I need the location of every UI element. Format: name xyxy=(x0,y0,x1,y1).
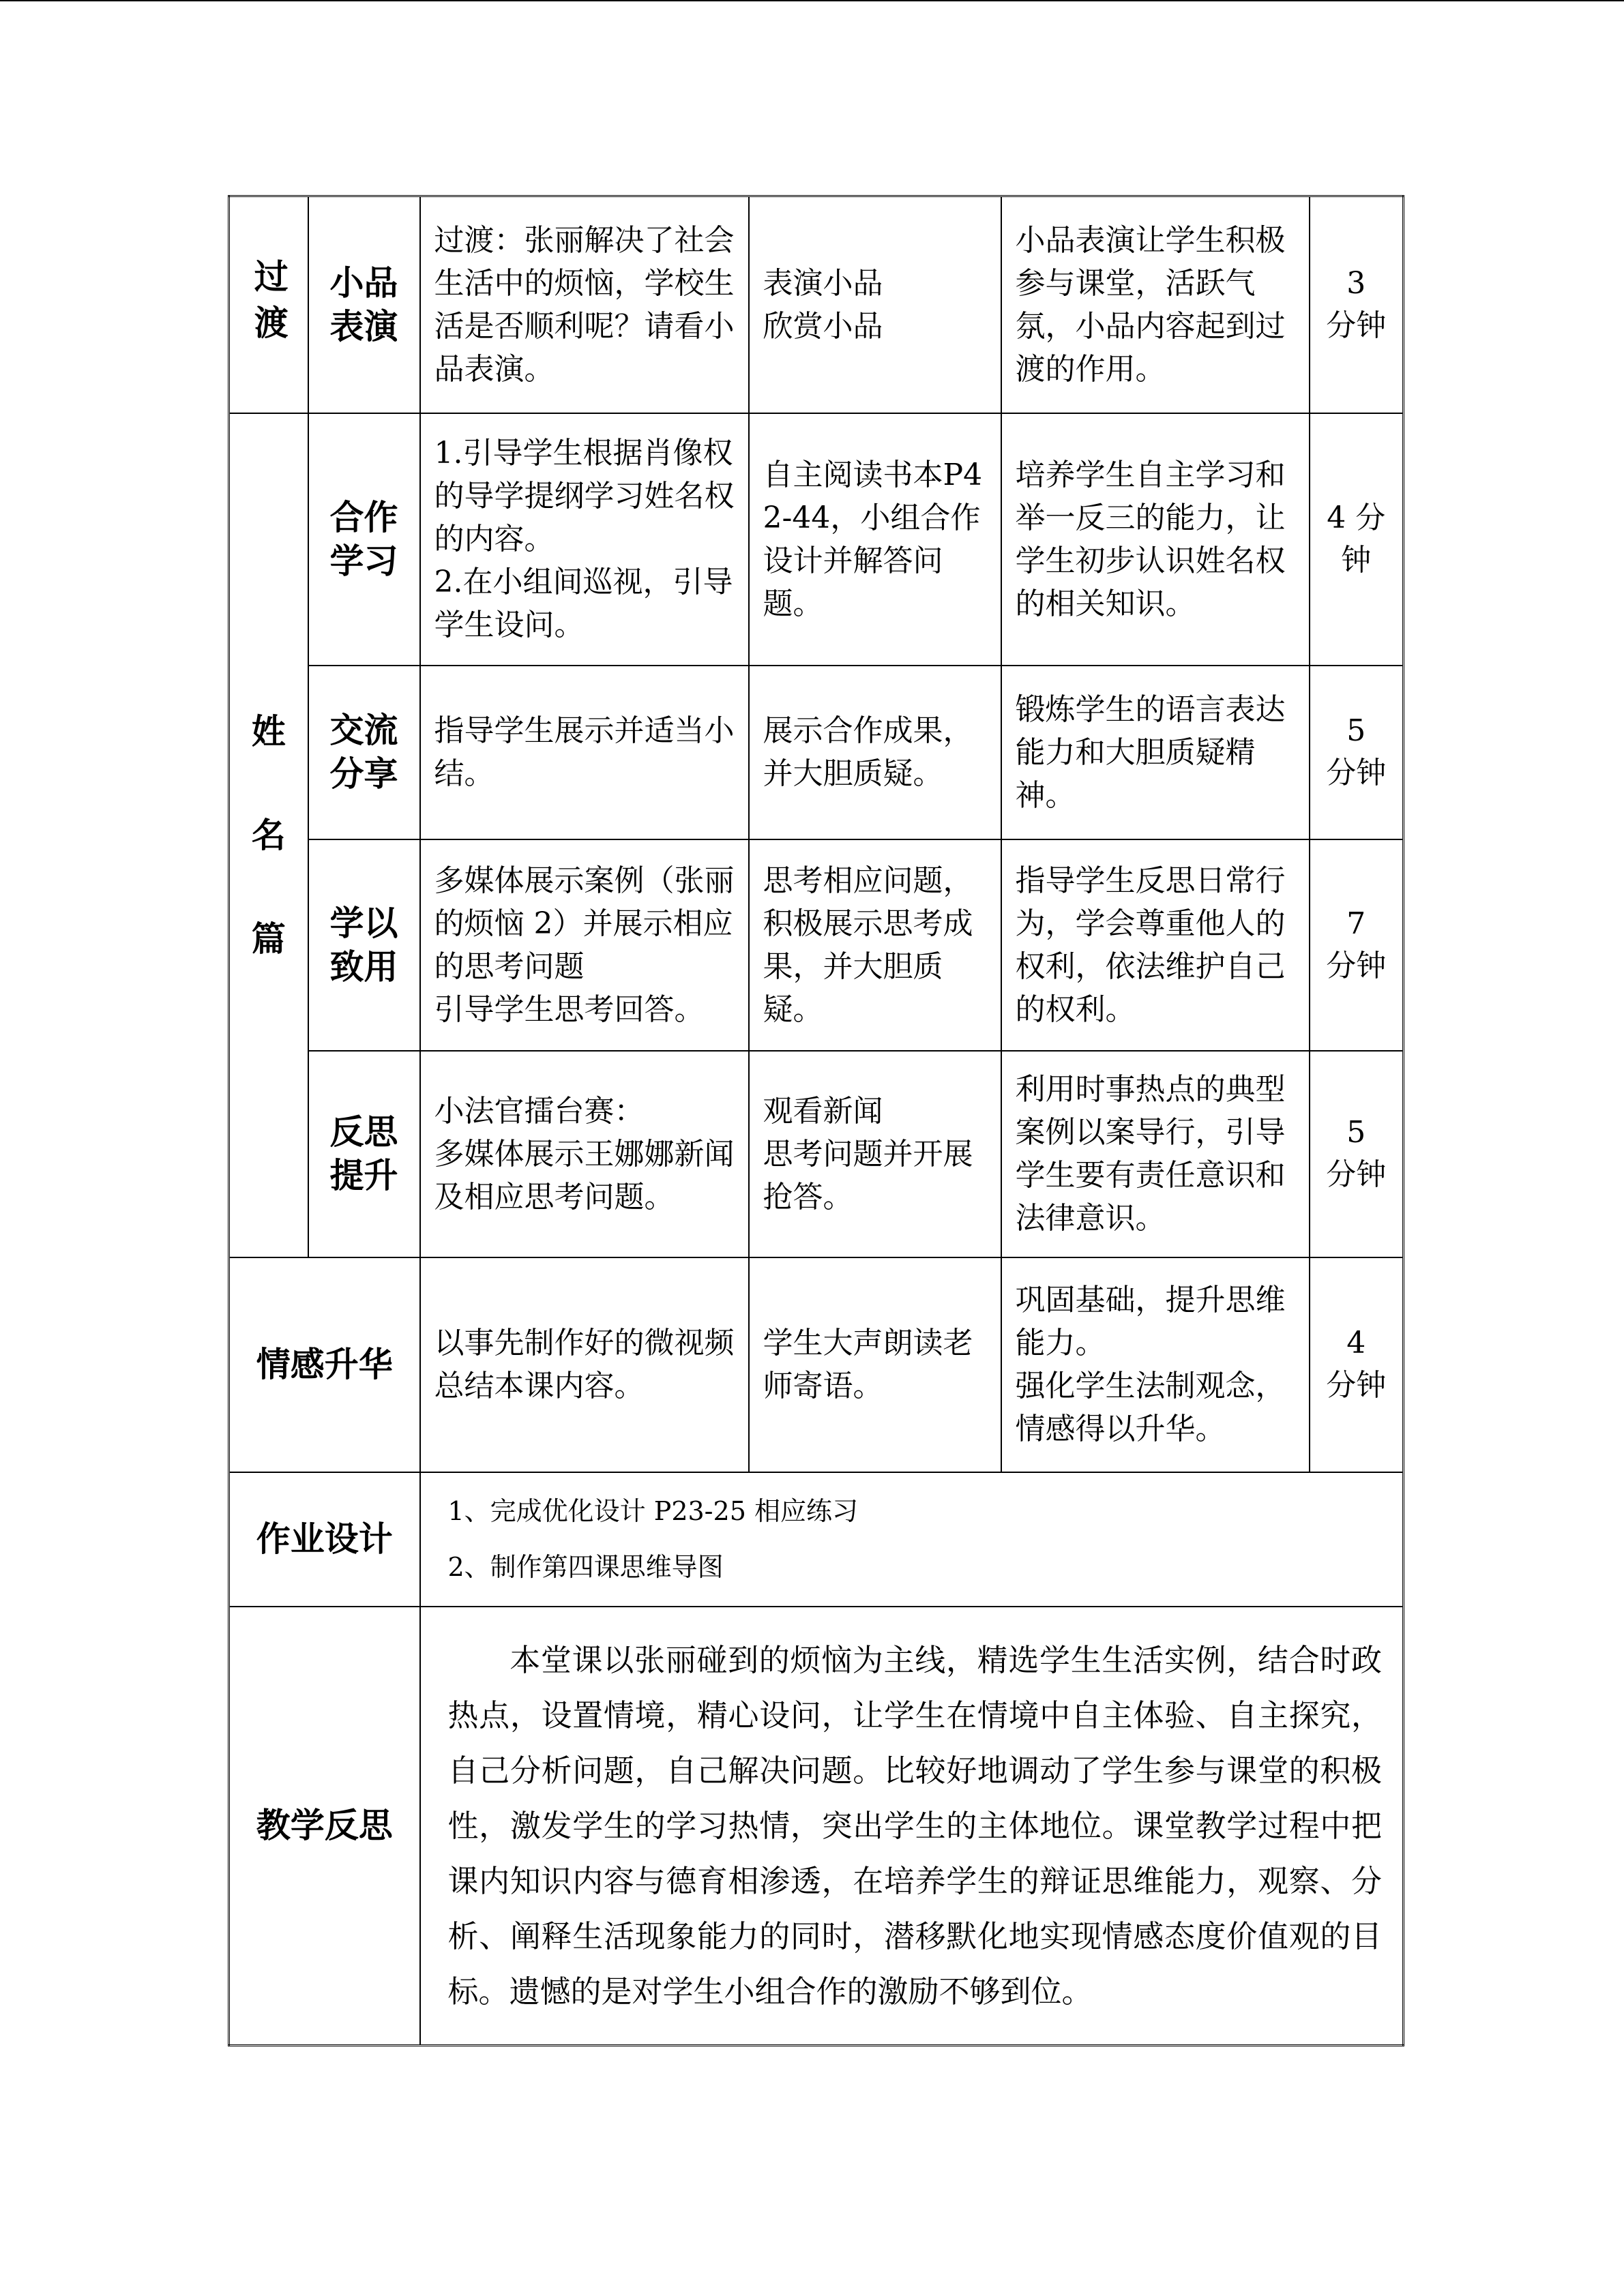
time-share-unit: 分钟 xyxy=(1326,756,1387,790)
student-activity-apply: 思考相应问题，积极展示思考成果，并大胆质疑。 xyxy=(749,839,1001,1051)
emotion-row xyxy=(229,1257,1404,1472)
stage-transition xyxy=(229,196,308,413)
teacher-reflect-line1: 小法官擂台赛： xyxy=(434,1093,645,1129)
teacher-activity-reflect xyxy=(420,1051,749,1257)
time-cooperate-unit: 钟 xyxy=(1341,542,1372,578)
sub-apply xyxy=(308,839,420,1051)
sub-cooperate xyxy=(308,413,420,666)
student-reflect-line2: 思考问题并开展抢答。 xyxy=(763,1136,973,1214)
name-row-cooperate xyxy=(229,413,1404,666)
teacher-activity-share: 指导学生展示并适当小结。 xyxy=(420,666,749,839)
sub-skit xyxy=(308,196,420,413)
time-emotion-unit: 分钟 xyxy=(1326,1368,1387,1403)
sub-cooperate-line2: 学习 xyxy=(329,541,398,581)
stage-name-char3: 篇 xyxy=(251,919,286,959)
sub-share-line2: 分享 xyxy=(329,754,398,794)
transition-row xyxy=(229,196,1404,413)
sub-skit-line1: 小品 xyxy=(329,263,398,303)
time-emotion xyxy=(1310,1257,1404,1472)
name-row-reflect xyxy=(229,1051,1404,1257)
time-apply-unit: 分钟 xyxy=(1326,948,1387,983)
time-share xyxy=(1310,666,1404,839)
sub-skit-line2: 表演 xyxy=(329,306,398,346)
sub-apply-line1: 学以 xyxy=(329,903,398,943)
student-activity-emotion: 学生大声朗读老师寄语。 xyxy=(749,1257,1001,1472)
stage-name-section xyxy=(229,413,308,1257)
student-transition-line2: 欣赏小品 xyxy=(763,308,883,344)
sub-reflect-line2: 提升 xyxy=(329,1156,398,1195)
stage-name-char2: 名 xyxy=(251,815,286,855)
student-transition-line1: 表演小品 xyxy=(763,265,883,301)
intent-cooperate: 培养学生自主学习和举一反三的能力，让学生初步认识姓名权的相关知识。 xyxy=(1001,413,1310,666)
student-activity-reflect xyxy=(749,1051,1001,1257)
intent-emotion xyxy=(1001,1257,1310,1472)
sub-reflect-line1: 反思 xyxy=(329,1112,398,1152)
sub-reflect xyxy=(308,1051,420,1257)
intent-reflect: 利用时事热点的典型案例以案导行，引导学生要有责任意识和法律意识。 xyxy=(1001,1051,1310,1257)
teacher-activity-transition: 过渡：张丽解决了社会生活中的烦恼，学校生活是否顺利呢？请看小品表演。 xyxy=(420,196,749,413)
student-activity-transition xyxy=(749,196,1001,413)
intent-emotion-line2: 强化学生法制观念，情感得以升华。 xyxy=(1015,1369,1286,1446)
page-top-border xyxy=(0,0,1624,1)
time-transition-num: 3 xyxy=(1346,265,1366,301)
teacher-activity-emotion: 以事先制作好的微视频总结本课内容。 xyxy=(420,1257,749,1472)
student-reflect-line1: 观看新闻 xyxy=(763,1093,883,1129)
teacher-cooperate-item2: 2.在小组间巡视，引导学生设问。 xyxy=(434,565,733,642)
time-cooperate-num: 4 分 xyxy=(1327,500,1386,535)
time-reflect-unit: 分钟 xyxy=(1326,1157,1387,1192)
time-apply-num: 7 xyxy=(1346,906,1366,941)
name-row-apply xyxy=(229,839,1404,1051)
time-emotion-num: 4 xyxy=(1346,1326,1366,1360)
time-share-num: 5 xyxy=(1346,713,1366,748)
reflection-row xyxy=(229,1607,1404,2046)
stage-name-char1: 姓 xyxy=(251,711,286,751)
intent-share: 锻炼学生的语言表达能力和大胆质疑精神。 xyxy=(1001,666,1310,839)
time-reflect-num: 5 xyxy=(1346,1115,1366,1150)
lesson-plan-table-wrapper xyxy=(228,195,1404,2046)
homework-item-2: 2、制作第四课思维导图 xyxy=(447,1552,724,1582)
lesson-plan-table xyxy=(228,195,1404,2046)
teacher-activity-apply xyxy=(420,839,749,1051)
sub-apply-line2: 致用 xyxy=(329,946,398,987)
reflection-content xyxy=(420,1607,1404,2046)
stage-emotion: 情感升华 xyxy=(229,1257,420,1472)
homework-item-1: 1、完成优化设计 P23-25 相应练习 xyxy=(447,1496,858,1526)
teacher-apply-line2: 引导学生思考回答。 xyxy=(434,992,705,1027)
intent-apply: 指导学生反思日常行为，学会尊重他人的权利，依法维护自己的权利。 xyxy=(1001,839,1310,1051)
teacher-cooperate-item1: 1.引导学生根据肖像权的导学提纲学习姓名权的内容。 xyxy=(434,436,735,556)
stage-transition-label: 过渡 xyxy=(248,258,289,351)
time-reflect xyxy=(1310,1051,1404,1257)
time-apply xyxy=(1310,839,1404,1051)
reflection-text: 本堂课以张丽碰到的烦恼为主线，精选学生生活实例，结合时政热点，设置情境，精心设问，让学生在情境中自主体验、自主探究，自己分析问题，自己解决问题。比较好地调动了学生参与课堂的积极性，激发学生的学习热情，突出学生的主体地位。课堂教学过程中把课内知识内容与德育相渗透，在培养学生的辩证思维能力，观察、分析、阐释生活现象能力的同时，潜移默化地实现情感态度价值观的目标。遗憾的是对学生小组合作的激励不够到位。 xyxy=(447,1641,1382,2010)
teacher-apply-line1: 多媒体展示案例（张丽的烦恼 2）并展示相应的思考问题 xyxy=(434,863,735,984)
student-activity-cooperate: 自主阅读书本P42-44，小组合作设计并解答问题。 xyxy=(749,413,1001,666)
sub-share-line1: 交流 xyxy=(329,711,398,750)
sub-share xyxy=(308,666,420,839)
teacher-reflect-line2: 多媒体展示王娜娜新闻及相应思考问题。 xyxy=(434,1136,735,1214)
homework-row xyxy=(229,1472,1404,1607)
student-activity-share: 展示合作成果，并大胆质疑。 xyxy=(749,666,1001,839)
stage-reflection: 教学反思 xyxy=(229,1607,420,2046)
intent-emotion-line1: 巩固基础，提升思维能力。 xyxy=(1015,1283,1286,1360)
name-row-share xyxy=(229,666,1404,839)
time-cooperate xyxy=(1310,413,1404,666)
stage-homework: 作业设计 xyxy=(229,1472,420,1607)
sub-cooperate-line1: 合作 xyxy=(329,497,398,537)
time-transition xyxy=(1310,196,1404,413)
teacher-activity-cooperate xyxy=(420,413,749,666)
homework-content xyxy=(420,1472,1404,1607)
time-transition-unit: 分钟 xyxy=(1326,308,1387,343)
intent-transition: 小品表演让学生积极参与课堂，活跃气氛，小品内容起到过渡的作用。 xyxy=(1001,196,1310,413)
